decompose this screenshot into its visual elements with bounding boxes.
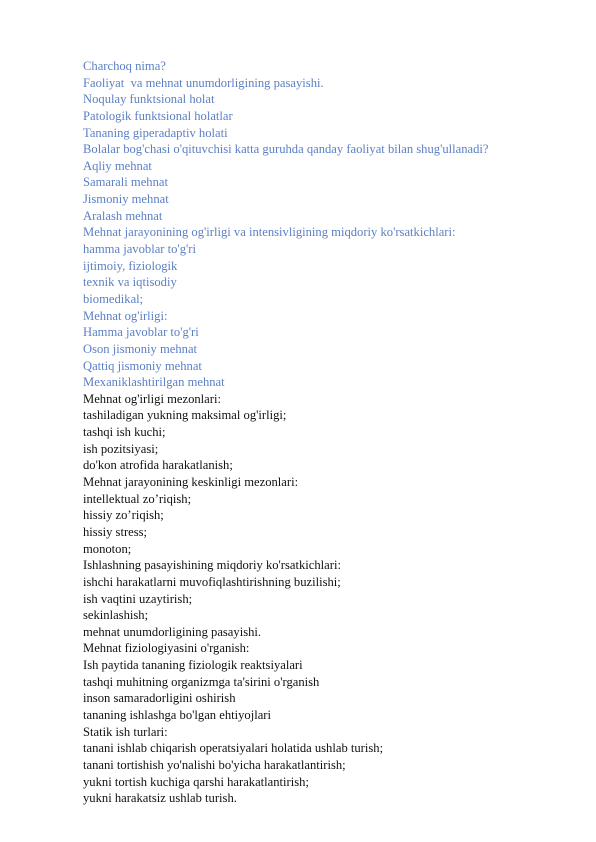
text-line: ishchi harakatlarni muvofiqlashtirishning buzilishi; xyxy=(83,574,341,589)
text-line: Jismoniy mehnat xyxy=(83,192,169,207)
text-line: yukni tortish kuchiga qarshi harakatlantirish; xyxy=(83,774,309,789)
text-line: sekinlashish; xyxy=(83,608,149,623)
text-line: tashqi muhitning organizmga ta'sirini o'rganish xyxy=(83,674,320,689)
text-line: Mexaniklashtirilgan mehnat xyxy=(83,375,225,390)
text-line: Ishlashning pasayishining miqdoriy ko'rsatkichlari: xyxy=(83,558,341,573)
text-line: Patologik funktsional holatlar xyxy=(83,108,233,123)
text-line: Mehnat og'irligi mezonlari: xyxy=(83,391,221,406)
text-line: inson samaradorligini oshirish xyxy=(83,691,236,706)
text-line: Aralash mehnat xyxy=(83,208,163,223)
text-line: hissiy zo’riqish; xyxy=(83,508,164,523)
text-line: yukni harakatsiz ushlab turish. xyxy=(83,791,237,806)
text-line: intellektual zo’riqish; xyxy=(83,491,192,506)
text-line: Tananing giperadaptiv holati xyxy=(83,125,228,140)
text-line: ish vaqtini uzaytirish; xyxy=(83,591,193,606)
text-line: Mehnat og'irligi: xyxy=(83,308,168,323)
text-line: Charchoq nima? xyxy=(83,59,166,73)
text-line: monoton; xyxy=(83,541,132,556)
text-line: tashqi ish kuchi; xyxy=(83,425,166,440)
text-line: mehnat unumdorligining pasayishi. xyxy=(83,624,262,639)
text-line: Mehnat jarayonining keskinligi mezonlari: xyxy=(83,475,299,490)
text-line: Ish paytida tananing fiziologik reaktsiyalari xyxy=(83,658,303,673)
text-line: Hamma javoblar to'g'ri xyxy=(83,325,199,340)
text-line: hissiy stress; xyxy=(83,524,148,539)
text-line: tanani tortishish yo'nalishi bo'yicha harakatlantirish; xyxy=(83,757,346,772)
text-line: do'kon atrofida harakatlanish; xyxy=(83,458,233,473)
text-line: Bolalar bog'chasi o'qituvchisi katta guruhda qanday faoliyat bilan shug'ullanadi? xyxy=(83,142,489,157)
text-line: texnik va iqtisodiy xyxy=(83,275,177,290)
text-line: ijtimoiy, fiziologik xyxy=(83,258,178,273)
text-line: Faoliyat va mehnat unumdorligining pasayishi. xyxy=(83,75,324,90)
text-line: tananing ishlashga bo'lgan ehtiyojlari xyxy=(83,707,271,722)
text-line: Qattiq jismoniy mehnat xyxy=(83,358,202,373)
text-line: Mehnat fiziologiyasini o'rganish: xyxy=(83,641,250,656)
text-line: Mehnat jarayonining og'irligi va intensivligining miqdoriy ko'rsatkichlari: xyxy=(83,225,456,240)
text-line: hamma javoblar to'g'ri xyxy=(83,242,196,257)
text-line: Statik ish turlari: xyxy=(83,724,168,739)
text-line: tashiladigan yukning maksimal og'irligi; xyxy=(83,408,287,423)
text-line: Samarali mehnat xyxy=(83,175,168,190)
text-line: Noqulay funktsional holat xyxy=(83,92,215,107)
text-line: ish pozitsiyasi; xyxy=(83,441,159,456)
document-body xyxy=(83,58,583,807)
text-line: Oson jismoniy mehnat xyxy=(83,341,198,356)
text-line: biomedikal; xyxy=(83,291,144,306)
text-line: Aqliy mehnat xyxy=(83,158,152,173)
text-line: tanani ishlab chiqarish operatsiyalari holatida ushlab turish; xyxy=(83,741,384,756)
